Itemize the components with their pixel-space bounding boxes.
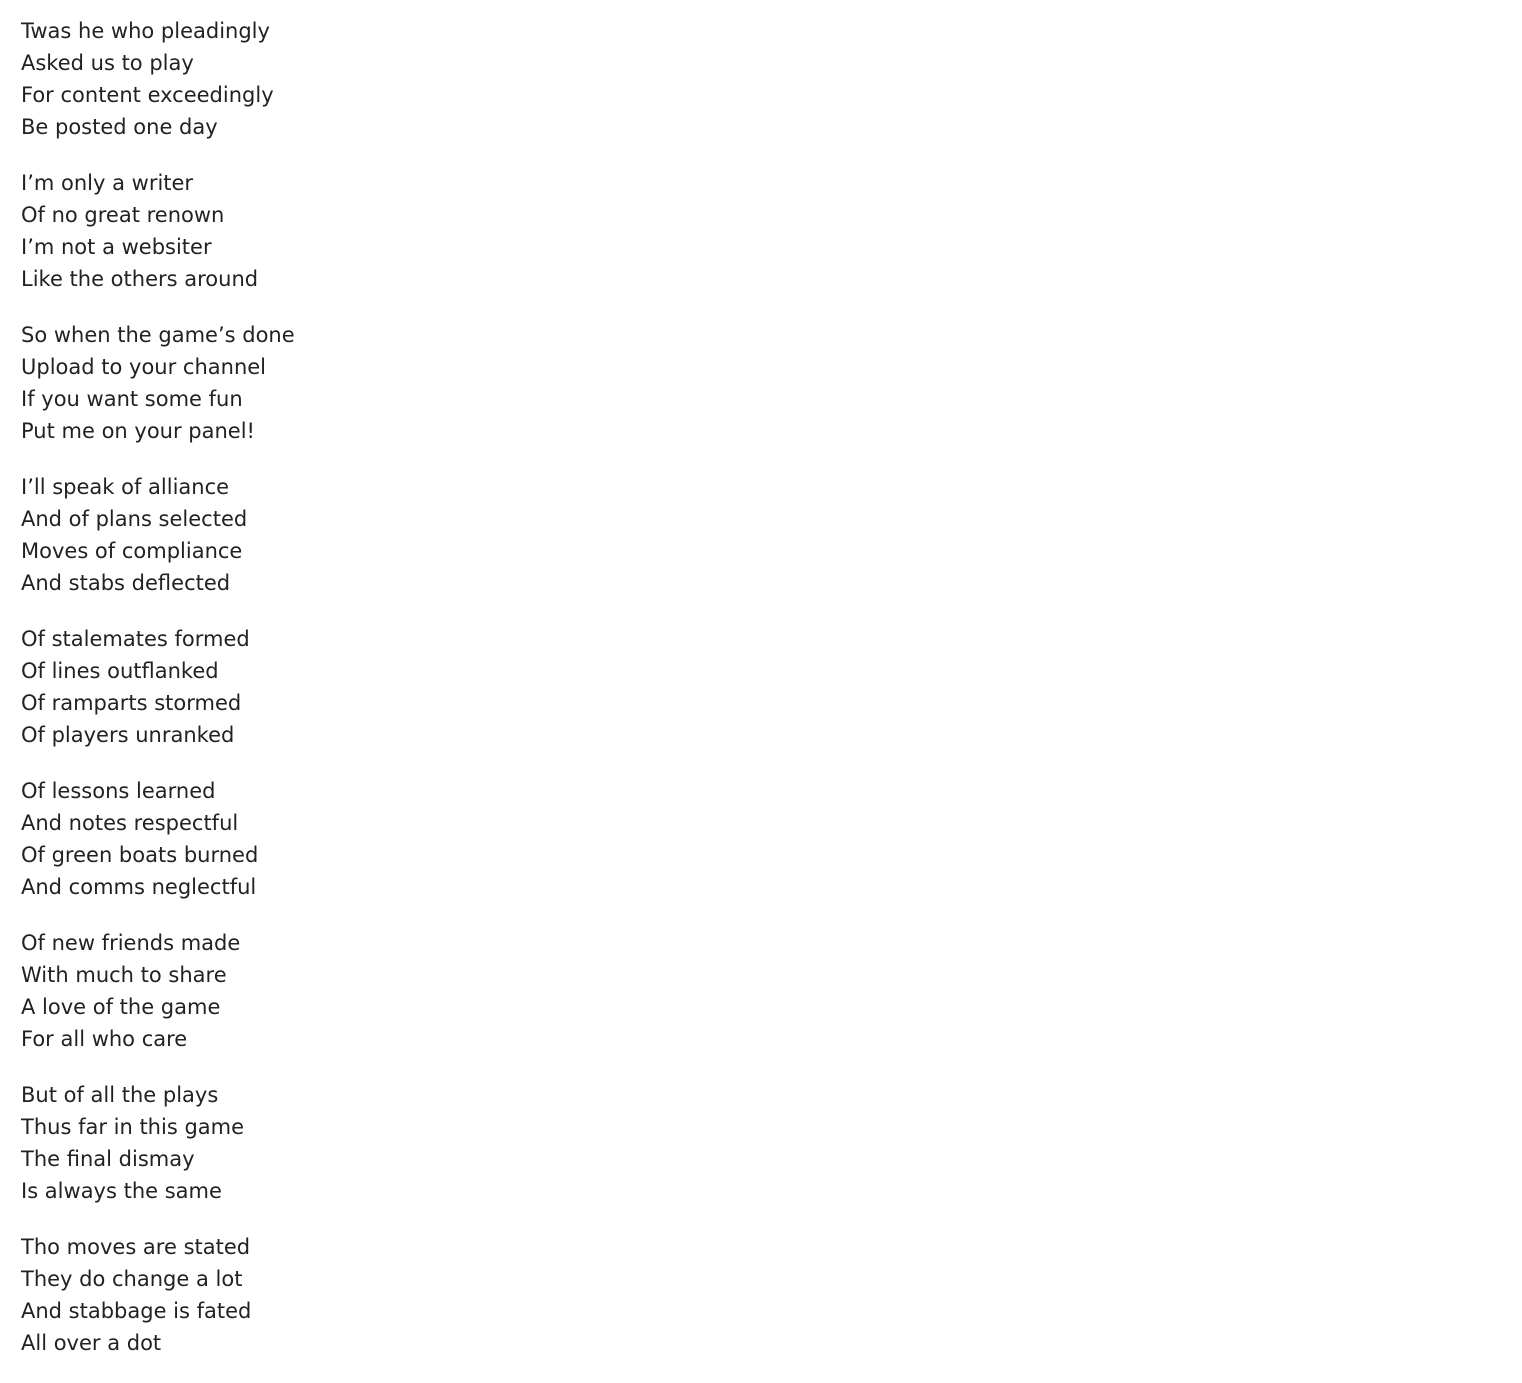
poem-line: So when the game’s done xyxy=(21,323,295,347)
poem-line: And notes respectful xyxy=(21,811,239,835)
poem-line: Of stalemates formed xyxy=(21,627,250,651)
poem-line: But of all the plays xyxy=(21,1083,219,1107)
poem-line: Thus far in this game xyxy=(21,1115,245,1139)
stanza-7 xyxy=(21,927,295,1055)
poem-line: Upload to your channel xyxy=(21,355,267,379)
poem-line: Twas he who pleadingly xyxy=(21,19,270,43)
poem-line: Like the others around xyxy=(21,267,259,291)
poem-line: For all who care xyxy=(21,1027,188,1051)
poem-line: With much to share xyxy=(21,963,227,987)
stanza-1 xyxy=(21,15,295,143)
poem-line: I’m only a writer xyxy=(21,171,194,195)
poem-line: And of plans selected xyxy=(21,507,248,531)
poem-line: Of no great renown xyxy=(21,203,225,227)
poem-line: Moves of compliance xyxy=(21,539,243,563)
poem-line: For content exceedingly xyxy=(21,83,274,107)
stanza-4 xyxy=(21,471,295,599)
stanza-8 xyxy=(21,1079,295,1207)
poem-line: Of players unranked xyxy=(21,723,235,747)
poem-line: I’ll speak of alliance xyxy=(21,475,230,499)
poem-line: Asked us to play xyxy=(21,51,194,75)
poem-line: Of lessons learned xyxy=(21,779,216,803)
poem-line: Put me on your panel! xyxy=(21,419,255,443)
stanza-5 xyxy=(21,623,295,751)
poem-line: Tho moves are stated xyxy=(21,1235,251,1259)
poem-line: And comms neglectful xyxy=(21,875,257,899)
poem-line: Is always the same xyxy=(21,1179,222,1203)
stanza-9 xyxy=(21,1231,295,1359)
poem xyxy=(21,15,295,1383)
stanza-2 xyxy=(21,167,295,295)
poem-line: The final dismay xyxy=(21,1147,195,1171)
poem-line: They do change a lot xyxy=(21,1267,243,1291)
poem-line: I’m not a websiter xyxy=(21,235,212,259)
poem-line: Of green boats burned xyxy=(21,843,259,867)
stanza-6 xyxy=(21,775,295,903)
poem-line: All over a dot xyxy=(21,1331,162,1355)
poem-line: And stabbage is fated xyxy=(21,1299,252,1323)
poem-line: And stabs deflected xyxy=(21,571,231,595)
poem-line: Of ramparts stormed xyxy=(21,691,242,715)
poem-line: A love of the game xyxy=(21,995,221,1019)
poem-line: Be posted one day xyxy=(21,115,218,139)
poem-line: If you want some fun xyxy=(21,387,243,411)
poem-line: Of new friends made xyxy=(21,931,241,955)
poem-line: Of lines outflanked xyxy=(21,659,219,683)
stanza-3 xyxy=(21,319,295,447)
